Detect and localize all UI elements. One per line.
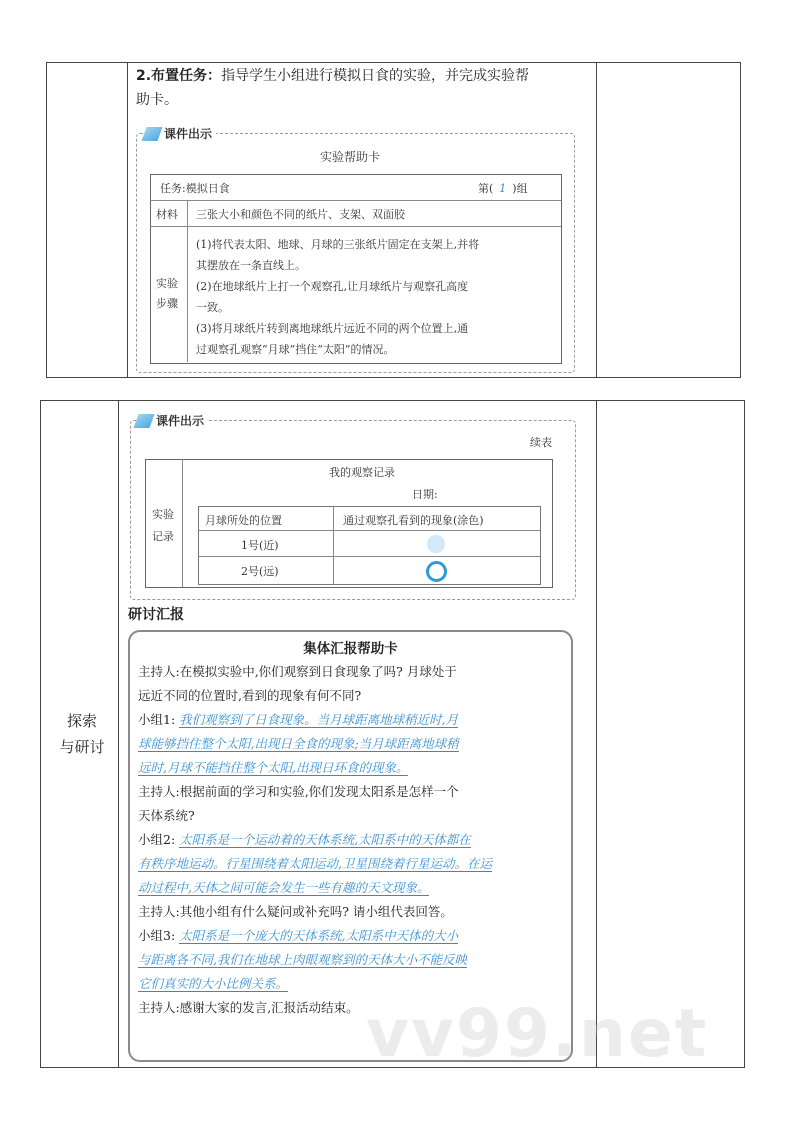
steps-label-1: 实验: [156, 277, 178, 290]
obs-row-line-1: [198, 530, 540, 531]
step-line: (1)将代表太阳、地球、月球的三张纸片固定在支架上,并将: [196, 238, 480, 251]
group2-label: 小组2:: [138, 832, 176, 847]
table1-right-border: [740, 62, 741, 378]
obs-col-line: [333, 506, 334, 584]
group-suffix: )组: [512, 182, 528, 195]
group2-line2: 有秩序地运动。行星围绕着太阳运动,卫星围绕着行星运动。在运: [138, 856, 492, 871]
task-title: 2.布置任务：: [136, 68, 222, 84]
record-label-1: 实验: [152, 508, 174, 521]
total-eclipse-circle: [427, 535, 445, 553]
record-label: [152, 504, 174, 548]
row2-position: 2号(远): [241, 565, 279, 578]
group1-label: 小组1:: [138, 712, 176, 727]
section-label-1: 探索: [66, 712, 97, 730]
table1-col-divider-2: [596, 62, 597, 378]
annular-eclipse-ring: [426, 561, 447, 582]
task-instruction: [136, 64, 588, 112]
watermark: vv99.net: [366, 995, 709, 1072]
group1-line1: 我们观察到了日食现象。当月球距离地球稍近时,月: [179, 712, 459, 727]
materials-value: 三张大小和颜色不同的纸片、支架、双面胶: [196, 208, 405, 221]
group1-line2-row: [138, 732, 568, 756]
task-line1: 指导学生小组进行模拟日食的实验，并完成实验帮: [221, 68, 530, 84]
group1-line3-row: [138, 756, 568, 780]
col-header-phenomenon: 通过观察孔看到的现象(涂色): [343, 514, 484, 527]
date-label: 日期:: [412, 488, 438, 501]
host-q2-line1: 主持人:根据前面的学习和实验,你们发现太阳系是怎样一个: [138, 784, 459, 799]
group3-line2: 与距离各不同,我们在地球上肉眼观察到的天体大小不能反映: [138, 952, 467, 967]
section-label-2: 与研讨: [59, 738, 105, 756]
steps-label: [156, 274, 178, 314]
group3-line3: 它们真实的大小比例关系。: [138, 976, 289, 991]
host-q1-line2: 远近不同的位置时,看到的现象有何不同?: [138, 688, 362, 703]
group2-line3: 动过程中,天体之间可能会发生一些有趣的天文现象。: [138, 880, 430, 895]
row1-position: 1号(近): [241, 539, 279, 552]
card-row-line-2: [150, 226, 561, 227]
group3-line3-row: [138, 972, 568, 996]
step-line: (3)将月球纸片转到离地球纸片远近不同的两个位置上,通: [196, 322, 469, 335]
host-q1-line1: 主持人:在模拟实验中,你们观察到日食现象了吗? 月球处于: [138, 664, 457, 679]
group2-line2-row: [138, 852, 568, 876]
step-line: 其摆放在一条直线上。: [196, 259, 306, 272]
steps-label-2: 步骤: [156, 297, 178, 310]
card-row-line-1: [150, 200, 561, 201]
group3-line2-row: [138, 948, 568, 972]
group1-line3: 远时,月球不能挡住整个太阳,出现日环食的现象。: [138, 760, 409, 775]
step-line: 一致。: [196, 301, 229, 314]
materials-label: 材料: [156, 208, 178, 221]
table1-col-divider-1: [127, 62, 128, 378]
host-q3: 主持人:其他小组有什么疑问或补充吗? 请小组代表回答。: [138, 904, 453, 919]
card-col-line: [187, 200, 188, 362]
host-q2-line2: 天体系统?: [138, 808, 195, 823]
courseware-tag-1: [144, 125, 216, 142]
group-prefix: 第(: [478, 182, 494, 195]
section-label: [52, 708, 112, 760]
discussion-heading: 研讨汇报: [128, 607, 184, 623]
report-card-title: 集体汇报帮助卡: [303, 641, 398, 657]
table1-top-border: [46, 62, 741, 63]
card-title: 实验帮助卡: [320, 150, 381, 164]
steps-list: [196, 234, 556, 360]
group2-line3-row: [138, 876, 568, 900]
host-end: 主持人:感谢大家的发言,汇报活动结束。: [138, 1000, 359, 1015]
table2-col-divider-2: [596, 400, 597, 1068]
table2-col-divider-1: [118, 400, 119, 1068]
table2-left-border: [40, 400, 41, 1068]
continued-label: 续表: [530, 436, 552, 449]
group-number: 1: [499, 182, 507, 195]
courseware-tag-2-label: 课件出示: [156, 414, 205, 428]
obs-row-line-2: [198, 556, 540, 557]
group3-label: 小组3:: [138, 928, 176, 943]
record-title: 我的观察记录: [329, 466, 395, 479]
courseware-tag-2: [136, 412, 208, 429]
courseware-tag-1-label: 课件出示: [164, 127, 213, 141]
group-number-field: [478, 180, 528, 196]
step-line: 过观察孔观察“月球”挡住“太阳”的情况。: [196, 343, 395, 356]
report-content: [138, 660, 568, 1020]
record-label-2: 记录: [152, 530, 174, 543]
table1-bottom-border: [46, 377, 741, 378]
step-line: (2)在地球纸片上打一个观察孔,让月球纸片与观察孔高度: [196, 280, 469, 293]
task-label: 任务:模拟日食: [160, 182, 230, 195]
table2-top-border: [40, 400, 745, 401]
group3-answer: [138, 924, 568, 948]
group2-line1: 太阳系是一个运动着的天体系统,太阳系中的天体都在: [179, 832, 471, 847]
task-line2: 助卡。: [136, 92, 178, 108]
table2-right-border: [744, 400, 745, 1068]
col-header-position: 月球所处的位置: [205, 514, 282, 527]
group3-line1: 太阳系是一个庞大的天体系统,太阳系中天体的大小: [179, 928, 459, 943]
group2-answer: [138, 828, 568, 852]
obs-col-line-left: [182, 459, 183, 587]
flag-icon: [141, 127, 162, 141]
flag-icon: [133, 414, 154, 428]
table1-left-border: [46, 62, 47, 378]
group1-line2: 球能够挡住整个太阳,出现日全食的现象;当月球距离地球稍: [138, 736, 459, 751]
group1-answer: [138, 708, 568, 732]
